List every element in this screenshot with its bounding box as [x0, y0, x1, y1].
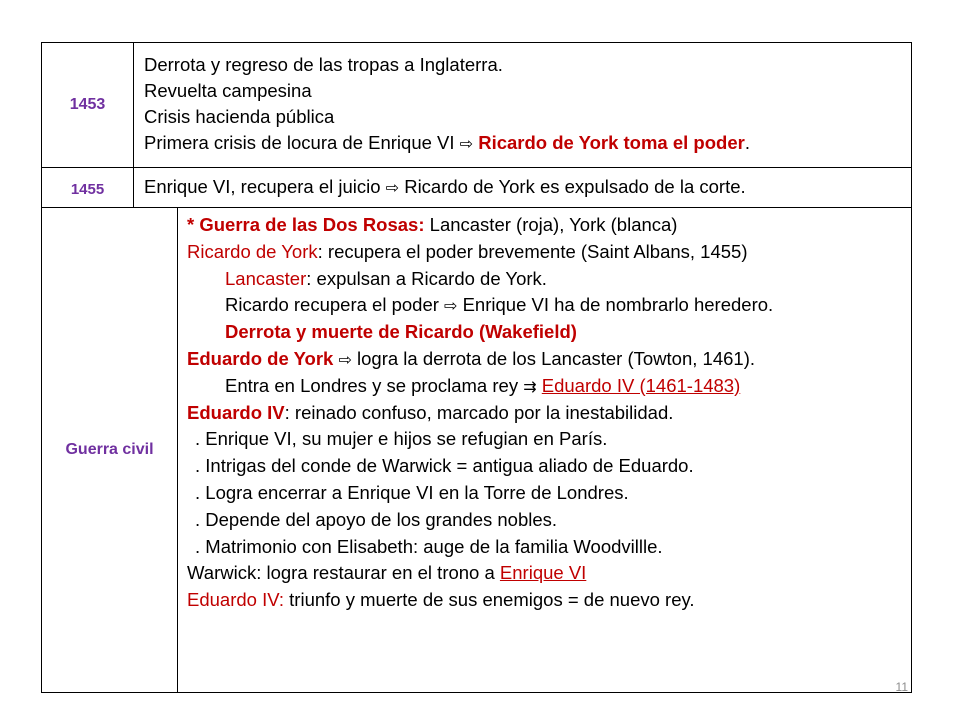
- line-recupera-juicio: [144, 174, 903, 200]
- lancaster-text: : expulsan a Ricardo de York.: [306, 267, 547, 289]
- line-wakefield: [187, 319, 903, 346]
- lancaster-label: Lancaster: [225, 267, 307, 289]
- content-1453: [144, 52, 903, 156]
- page-number: 11: [895, 680, 908, 694]
- year-cell-1455: 1455: [42, 168, 134, 207]
- content-guerra-civil: [187, 212, 903, 614]
- line-crisis-locura: [144, 130, 903, 156]
- heredero-text-b: Enrique VI ha de nombrarlo heredero.: [457, 294, 774, 316]
- dos-rosas-title: * Guerra de las Dos Rosas:: [187, 214, 425, 235]
- line-lancaster-expulsan: [187, 266, 903, 293]
- line-crisis-hacienda: Crisis hacienda pública: [144, 106, 335, 127]
- double-right-arrow-icon: ⇉: [523, 376, 537, 396]
- line-ricardo-recupera: [187, 239, 903, 266]
- right-arrow-icon: ⇨: [459, 134, 474, 153]
- dos-rosas-text: Lancaster (roja), York (blanca): [424, 214, 678, 235]
- line-elisabeth: . Matrimonio con Elisabeth: auge de la familia Woodvillle.: [195, 535, 663, 557]
- line-warwick-intrigas: . Intrigas del conde de Warwick = antigua aliado de Eduardo.: [195, 455, 694, 477]
- line-revuelta: Revuelta campesina: [144, 80, 312, 101]
- content-1455: [144, 174, 903, 200]
- eduardo-york-label: Eduardo de York: [187, 347, 334, 369]
- text-1455-a: Enrique VI, recupera el juicio: [144, 176, 386, 197]
- triunfo-text: triunfo y muerte de sus enemigos = de nuevo rey.: [284, 589, 695, 611]
- line-eduardo-iv-reinado: [187, 400, 903, 427]
- line-dos-rosas: [187, 212, 903, 239]
- crisis-end: .: [744, 132, 750, 153]
- line-nobles: . Depende del apoyo de los grandes nobles.: [195, 508, 558, 530]
- wakefield-text: Derrota y muerte de Ricardo (Wakefield): [225, 321, 577, 343]
- row-1455: [41, 168, 912, 208]
- eduardo-iv-label-2: Eduardo IV:: [187, 589, 285, 611]
- reinado-text: : reinado confuso, marcado por la inestabilidad.: [284, 401, 674, 423]
- year-cell-1453: 1453: [42, 43, 134, 167]
- eduardo-iv-label: Eduardo IV: [187, 401, 285, 423]
- londres-text: Entra en Londres y se proclama rey: [225, 374, 524, 396]
- label-guerra-civil: Guerra civil: [42, 208, 178, 692]
- line-derrota: Derrota y regreso de las tropas a Inglaterra.: [144, 54, 503, 75]
- eduardo-iv-link[interactable]: Eduardo IV (1461-1483): [541, 374, 741, 396]
- heredero-text-a: Ricardo recupera el poder: [225, 294, 445, 316]
- towton-text: logra la derrota de los Lancaster (Towton, 1461).: [351, 347, 755, 369]
- crisis-result: Ricardo de York toma el poder: [478, 132, 745, 153]
- row-guerra-civil: [41, 208, 912, 693]
- right-arrow-icon: ⇨: [444, 296, 458, 316]
- right-arrow-icon: ⇨: [338, 349, 352, 369]
- line-torre-londres: . Logra encerrar a Enrique VI en la Torre de Londres.: [195, 481, 629, 503]
- line-warwick-restaura: [187, 560, 903, 587]
- enrique-vi-link[interactable]: Enrique VI: [499, 562, 587, 584]
- ricardo-recupera-text: : recupera el poder brevemente (Saint Albans, 1455): [317, 240, 748, 262]
- line-ricardo-heredero: [187, 292, 903, 319]
- warwick-text: Warwick: logra restaurar en el trono a: [187, 562, 500, 584]
- line-triunfo: [187, 587, 903, 614]
- line-eduardo-york: [187, 346, 903, 373]
- line-paris: . Enrique VI, su mujer e hijos se refugian en París.: [195, 428, 608, 450]
- text-1455-b: Ricardo de York es expulsado de la corte.: [399, 176, 746, 197]
- line-entra-londres: [187, 373, 903, 400]
- right-arrow-icon: ⇨: [385, 178, 400, 197]
- ricardo-york-label: Ricardo de York: [187, 240, 318, 262]
- crisis-text: Primera crisis de locura de Enrique VI: [144, 132, 460, 153]
- row-1453: [41, 42, 912, 168]
